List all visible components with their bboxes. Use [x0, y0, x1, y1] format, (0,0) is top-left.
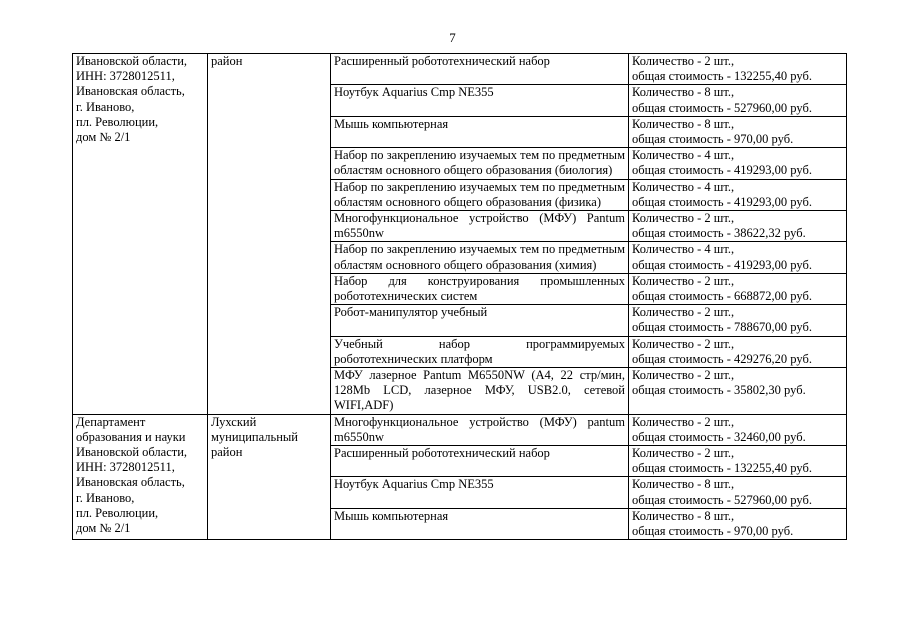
item-quantity: Количество - 4 шт.,: [632, 179, 735, 194]
item-cost: общая стоимость - 668872,00 руб.: [632, 289, 812, 304]
organization-line: Ивановской области,: [76, 54, 188, 68]
organization-line: Ивановская область,: [76, 84, 185, 99]
item-quantity-cost: [629, 179, 847, 210]
item-name: Набор по закреплению изучаемых тем по предметным областям основного общего образования (биология): [331, 148, 629, 179]
item-name: МФУ лазерное Pantum M6550NW (A4, 22 стр/мин, 128Mb LCD, лазерное МФУ, USB2.0, сетевой WIFI,ADF): [331, 368, 629, 415]
organization-line: дом № 2/1: [76, 130, 131, 145]
district-cell: [208, 54, 331, 415]
item-quantity-cost: [629, 414, 847, 445]
item-cost: общая стоимость - 429276,20 руб.: [632, 351, 812, 366]
item-name: Ноутбук Aquarius Cmp NE355: [331, 85, 629, 116]
item-quantity: Количество - 2 шт.,: [632, 211, 735, 226]
item-quantity: Количество - 2 шт.,: [632, 54, 735, 68]
item-quantity: Количество - 2 шт.,: [632, 368, 735, 383]
item-quantity-cost: [629, 305, 847, 336]
item-quantity: Количество - 8 шт.,: [632, 85, 735, 100]
item-name: Расширенный робототехнический набор: [331, 446, 629, 477]
item-cost: общая стоимость - 527960,00 руб.: [632, 100, 812, 115]
organization-line: ИНН: 3728012511,: [76, 69, 175, 84]
organization-line: Ивановской области,: [76, 445, 188, 460]
item-name: Многофункциональное устройство (МФУ) pantum m6550nw: [331, 414, 629, 445]
item-quantity: Количество - 4 шт.,: [632, 148, 735, 163]
item-quantity-cost: [629, 54, 847, 85]
organization-cell: [73, 414, 208, 540]
item-cost: общая стоимость - 419293,00 руб.: [632, 257, 812, 272]
table-row: [73, 54, 847, 85]
item-quantity: Количество - 2 шт.,: [632, 414, 735, 429]
item-quantity-cost: [629, 508, 847, 539]
page-number: 7: [449, 30, 456, 45]
item-name: Учебный набор программируемых робототехнических платформ: [331, 336, 629, 367]
table-row: [73, 414, 847, 445]
item-cost: общая стоимость - 970,00 руб.: [632, 132, 794, 147]
organization-line: г. Иваново,: [76, 99, 135, 114]
item-cost: общая стоимость - 32460,00 руб.: [632, 429, 806, 444]
item-cost: общая стоимость - 132255,40 руб.: [632, 461, 812, 476]
district-cell: [208, 414, 331, 540]
item-cost: общая стоимость - 35802,30 руб.: [632, 383, 806, 398]
organization-line: г. Иваново,: [76, 490, 135, 505]
item-quantity-cost: [629, 148, 847, 179]
district-line: район: [211, 445, 243, 460]
item-quantity-cost: [629, 85, 847, 116]
item-quantity-cost: [629, 368, 847, 415]
item-cost: общая стоимость - 970,00 руб.: [632, 524, 794, 539]
item-quantity: Количество - 2 шт.,: [632, 336, 735, 351]
organization-cell: [73, 54, 208, 415]
organization-line: пл. Революции,: [76, 505, 159, 520]
item-name: Мышь компьютерная: [331, 508, 629, 539]
item-quantity-cost: [629, 273, 847, 304]
item-cost: общая стоимость - 419293,00 руб.: [632, 194, 812, 209]
organization-line: пл. Революции,: [76, 114, 159, 129]
item-quantity-cost: [629, 116, 847, 147]
item-quantity: Количество - 8 шт.,: [632, 508, 735, 523]
organization-line: дом № 2/1: [76, 521, 131, 536]
item-name: Мышь компьютерная: [331, 116, 629, 147]
item-quantity-cost: [629, 211, 847, 242]
item-name: Набор для конструирования промышленных робототехнических систем: [331, 273, 629, 304]
item-cost: общая стоимость - 132255,40 руб.: [632, 69, 812, 84]
item-cost: общая стоимость - 788670,00 руб.: [632, 320, 812, 335]
item-cost: общая стоимость - 419293,00 руб.: [632, 163, 812, 178]
item-quantity: Количество - 2 шт.,: [632, 446, 735, 461]
district-line: Лухский: [211, 414, 257, 429]
equipment-table: [72, 53, 847, 540]
item-cost: общая стоимость - 38622,32 руб.: [632, 226, 806, 241]
organization-line: Ивановская область,: [76, 475, 185, 490]
item-name: Многофункциональное устройство (МФУ) Pantum m6550nw: [331, 211, 629, 242]
organization-line: ИНН: 3728012511,: [76, 460, 175, 475]
item-cost: общая стоимость - 527960,00 руб.: [632, 492, 812, 507]
item-quantity-cost: [629, 242, 847, 273]
district-line: муниципальный: [211, 429, 298, 444]
item-quantity: Количество - 4 шт.,: [632, 242, 735, 257]
item-quantity: Количество - 8 шт.,: [632, 116, 735, 131]
item-quantity-cost: [629, 446, 847, 477]
item-name: Робот-манипулятор учебный: [331, 305, 629, 336]
item-quantity: Количество - 2 шт.,: [632, 273, 735, 288]
organization-line: образования и науки: [76, 429, 186, 444]
item-name: Расширенный робототехнический набор: [331, 54, 629, 85]
item-name: Набор по закреплению изучаемых тем по предметным областям основного общего образования (физика): [331, 179, 629, 210]
organization-line: Департамент: [76, 414, 146, 429]
item-quantity: Количество - 2 шт.,: [632, 305, 735, 320]
item-quantity-cost: [629, 477, 847, 508]
item-name: Ноутбук Aquarius Cmp NE355: [331, 477, 629, 508]
item-quantity: Количество - 8 шт.,: [632, 477, 735, 492]
item-name: Набор по закреплению изучаемых тем по предметным областям основного общего образования (химия): [331, 242, 629, 273]
district-line: район: [211, 54, 243, 68]
item-quantity-cost: [629, 336, 847, 367]
